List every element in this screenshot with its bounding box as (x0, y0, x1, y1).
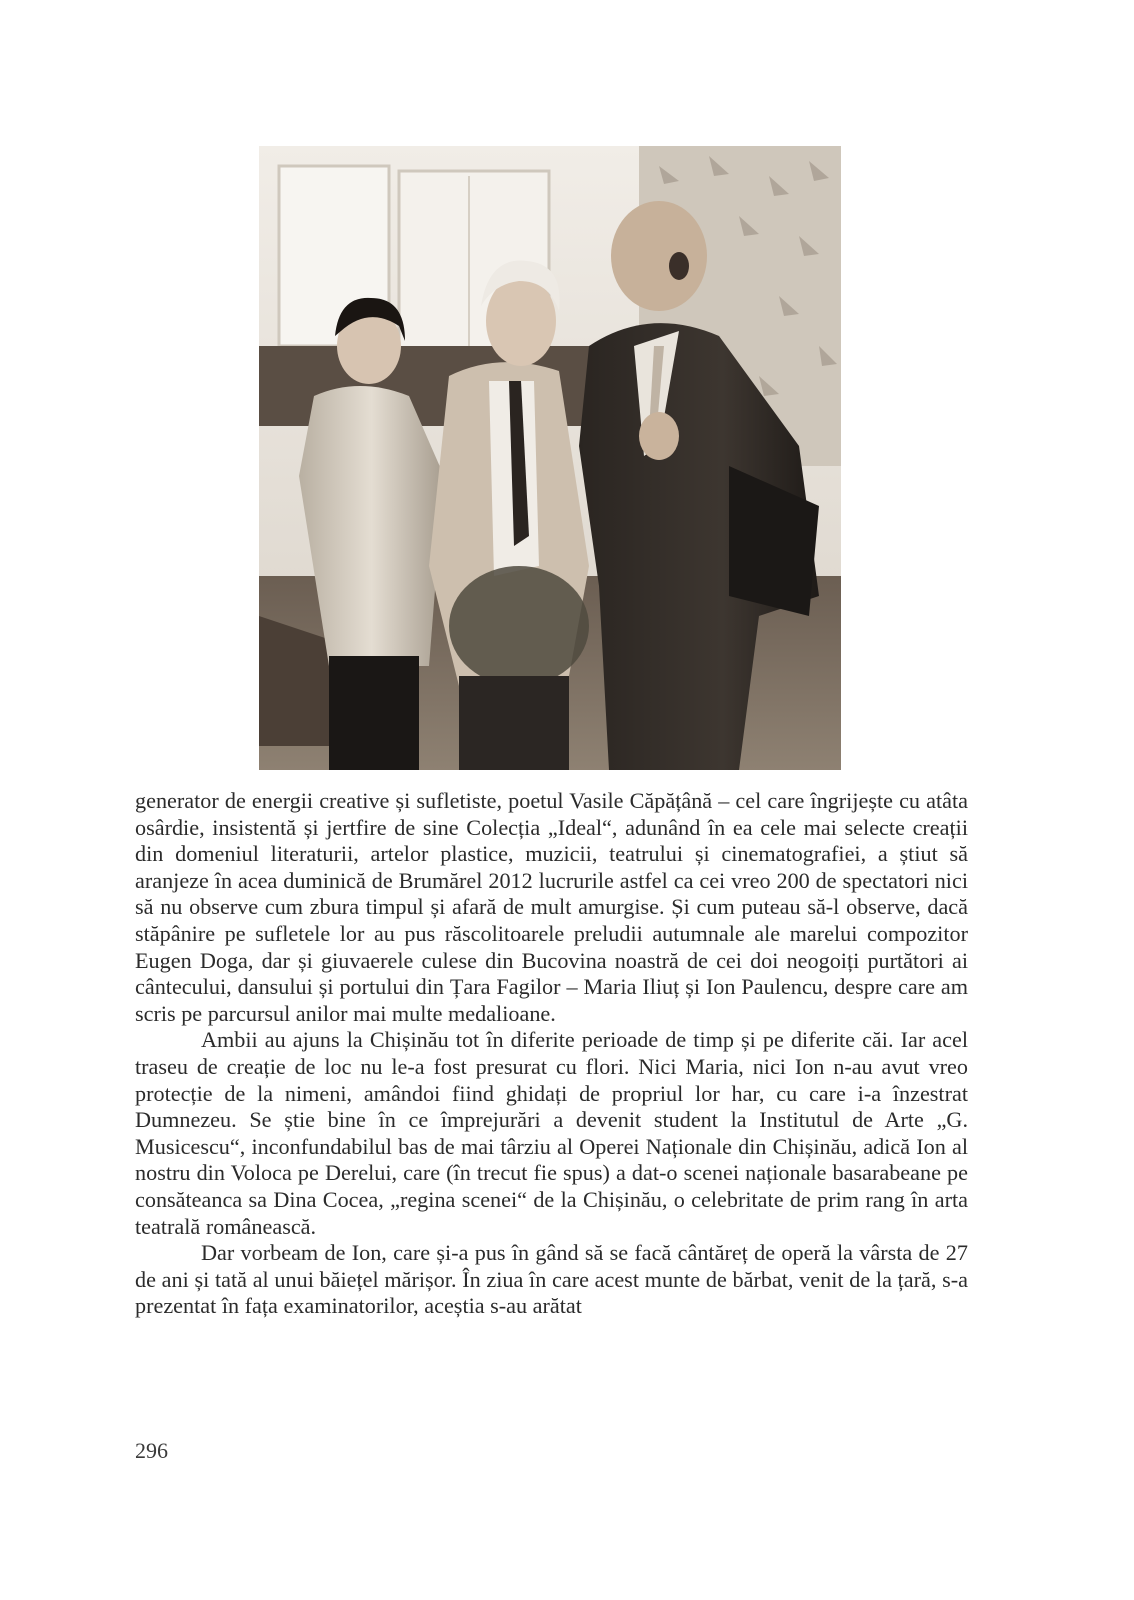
photo-three-people (259, 146, 841, 770)
paragraph-3: Dar vorbeam de Ion, care și-a pus în gând să se facă cântăreț de operă la vârsta de 27 de ani și tată al unui băiețel mărișor. În ziua în care acest munte de bărbat, venit de la țară, s-a prezentat în fața examinatorilor, aceștia s-au arătat (135, 1240, 968, 1319)
page-number: 296 (135, 1438, 168, 1463)
body-text (135, 788, 968, 1320)
photo-illustration (259, 146, 841, 770)
paragraph-2: Ambii au ajuns la Chișinău tot în diferite perioade de timp și pe diferite căi. Iar acel traseu de creație de loc nu le-a fost presurat cu flori. Nici Maria, nici Ion n-au avut vreo protecție de la nimeni, amândoi fiind ghidați de propriul lor har, cu care i-a înzestrat Dumnezeu. Se știe bine în ce împrejurări a devenit student la Institutul de Arte „G. Musicescu“, inconfundabilul bas de mai târziu al Operei Naționale din Chișinău, adică Ion al nostru din Voloca pe Derelui, care (în trecut fie spus) a dat-o scenei naționale basarabeane pe consăteanca sa Dina Cocea, „regina scenei“ de la Chișinău, o celebritate de prim rang în arta teatrală românească. (135, 1027, 968, 1239)
paragraph-1: generator de energii creative și sufletiste, poetul Vasile Căpățână – cel care îngrijește cu atâta osârdie, insistentă și jertfire de sine Colecția „Ideal“, adunând în ea cele mai selecte creații din domeniul literaturii, artelor plastice, muzicii, teatrului și cinematografiei, a știut să aranjeze în acea duminică de Brumărel 2012 lucrurile astfel ca cei vreo 200 de spectatori nici să nu observe cum zbura timpul și afară de mult amurgise. Și cum puteau să-l observe, dacă stăpânire pe sufletele lor au pus răscolitoarele preludii autumnale ale marelui compozitor Eugen Doga, dar și giuvaerele culese din Bucovina noastră de cei doi neogoiți purtători ai cântecului, dansului și portului din Țara Fagilor – Maria Iliuț și Ion Paulencu, despre care am scris pe parcursul anilor mai multe medalioane. (135, 788, 968, 1026)
